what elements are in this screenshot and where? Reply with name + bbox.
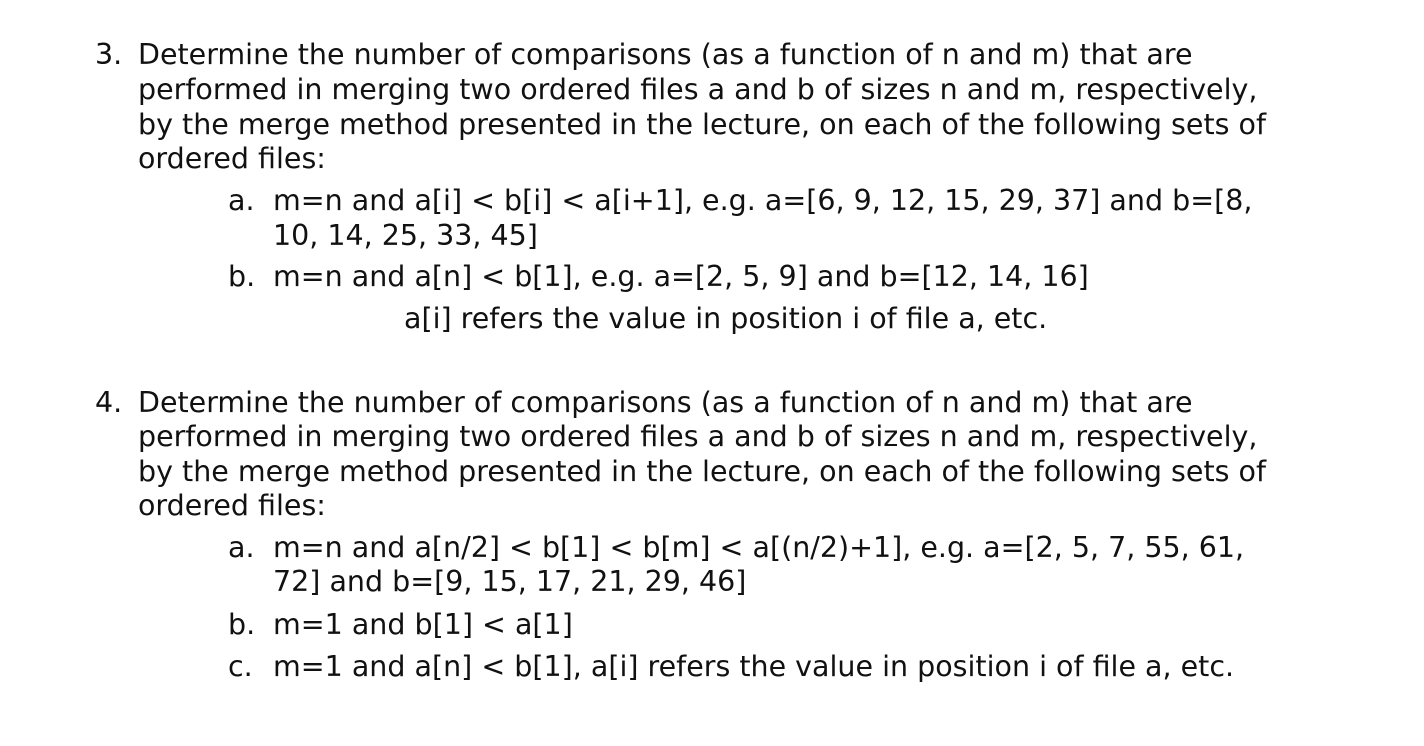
question-3-line-2: performed in merging two ordered files a and b of sizes n and m, respectively, <box>138 73 1258 106</box>
question-3-line-1: Determine the number of comparisons (as a function of n and m) that are <box>138 38 1193 71</box>
question-4-line-4: ordered files: <box>138 489 326 522</box>
question-3-note: a[i] refers the value in position i of file a, etc. <box>404 302 1048 335</box>
question-4-line-1: Determine the number of comparisons (as a function of n and m) that are <box>138 386 1193 419</box>
question-4-item-a-line-2: 72] and b=[9, 15, 17, 21, 29, 46] <box>273 565 747 598</box>
question-4-line-2: performed in merging two ordered files a and b of sizes n and m, respectively, <box>138 420 1258 453</box>
question-4-line-3: by the merge method presented in the lecture, on each of the following sets of <box>138 455 1266 488</box>
question-3-line-3: by the merge method presented in the lecture, on each of the following sets of <box>138 108 1266 141</box>
question-4-item-c-line-1: m=1 and a[n] < b[1], a[i] refers the value in position i of file a, etc. <box>273 650 1235 683</box>
question-4-item-a-line-1: m=n and a[n/2] < b[1] < b[m] < a[(n/2)+1], e.g. a=[2, 5, 7, 55, 61, <box>273 531 1245 564</box>
question-3-line-4: ordered files: <box>138 142 326 175</box>
question-3-item-a-line-2: 10, 14, 25, 33, 45] <box>273 219 538 252</box>
question-3-item-b-marker: b. <box>228 260 256 293</box>
question-4-item-b-marker: b. <box>228 608 256 641</box>
question-4-item-b-line-1: m=1 and b[1] < a[1] <box>273 608 573 641</box>
question-3-number: 3. <box>95 38 123 71</box>
question-3-item-b-line-1: m=n and a[n] < b[1], e.g. a=[2, 5, 9] and b=[12, 14, 16] <box>273 260 1089 293</box>
question-4-item-a-marker: a. <box>228 531 255 564</box>
question-4-item-c-marker: c. <box>228 650 253 683</box>
question-4-number: 4. <box>95 386 123 419</box>
question-3-item-a-line-1: m=n and a[i] < b[i] < a[i+1], e.g. a=[6, 9, 12, 15, 29, 37] and b=[8, <box>273 184 1253 217</box>
question-3-item-a-marker: a. <box>228 184 255 217</box>
